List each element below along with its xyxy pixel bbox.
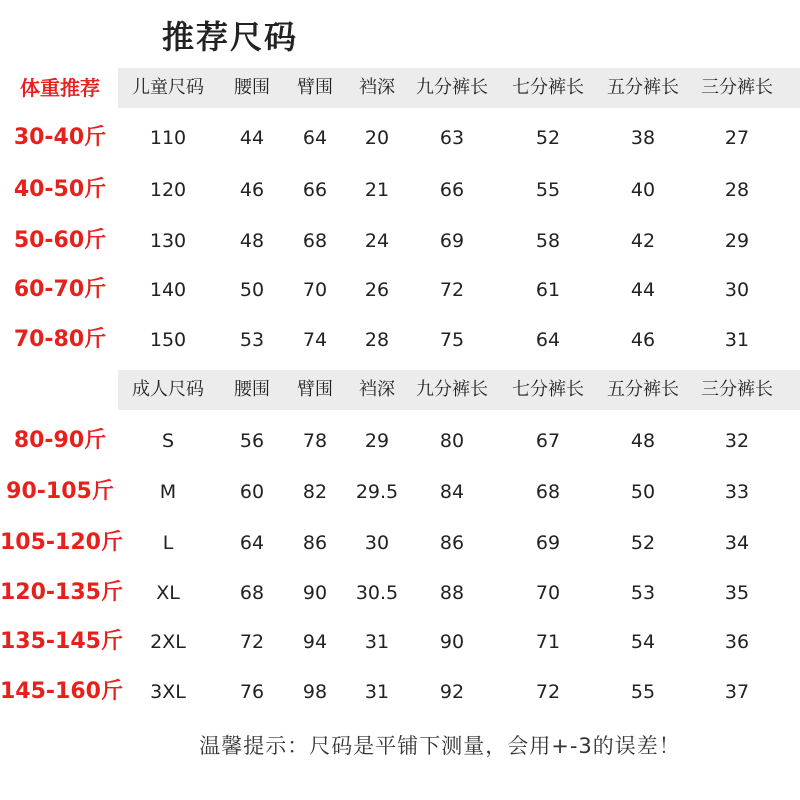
table-cell: 50 [239, 279, 265, 301]
table-cell: 52 [535, 127, 561, 149]
table-cell: 80 [439, 430, 465, 452]
table-cell: 72 [535, 681, 561, 703]
table-cell: 86 [439, 532, 465, 554]
table-cell: 56 [239, 430, 265, 452]
column-header: 儿童尺码 [132, 77, 204, 98]
table-cell: 42 [630, 230, 656, 252]
page-title: 推荐尺码 [162, 18, 299, 56]
table-cell: 48 [630, 430, 656, 452]
table-cell: 110 [149, 127, 187, 149]
table-cell: 33 [724, 481, 750, 503]
table-row [0, 421, 800, 461]
column-header: 九分裤长 [416, 379, 488, 400]
table-row [0, 523, 800, 563]
adults-header-row [0, 370, 800, 410]
table-cell: 69 [535, 532, 561, 554]
table-cell: 64 [239, 532, 265, 554]
table-cell: 31 [364, 631, 390, 653]
weight-range: 145-160斤 [0, 679, 123, 704]
table-cell: 30 [724, 279, 750, 301]
table-cell: 54 [630, 631, 656, 653]
table-cell: 55 [535, 179, 561, 201]
table-cell: 27 [724, 127, 750, 149]
table-cell: 68 [535, 481, 561, 503]
table-cell: 76 [239, 681, 265, 703]
table-cell: 36 [724, 631, 750, 653]
weight-range: 30-40斤 [13, 125, 107, 150]
table-cell: M [159, 481, 177, 503]
table-cell: 31 [364, 681, 390, 703]
column-header: 裆深 [359, 77, 395, 98]
column-header: 腰围 [234, 77, 270, 98]
kids-header-row [0, 68, 800, 108]
column-header: 臂围 [297, 379, 333, 400]
column-header: 臂围 [297, 77, 333, 98]
column-header: 三分裤长 [701, 77, 773, 98]
weight-range: 40-50斤 [13, 177, 107, 202]
measurement-tip: 温馨提示：尺码是平铺下测量，会用+-3的误差！ [199, 734, 681, 758]
table-cell: 52 [630, 532, 656, 554]
table-row [0, 270, 800, 310]
column-header: 九分裤长 [416, 77, 488, 98]
column-header: 腰围 [234, 379, 270, 400]
column-header: 三分裤长 [701, 379, 773, 400]
table-cell: 90 [302, 582, 328, 604]
table-cell: 82 [302, 481, 328, 503]
table-row [0, 672, 800, 712]
column-header: 七分裤长 [512, 77, 584, 98]
table-cell: 29 [724, 230, 750, 252]
table-cell: 44 [239, 127, 265, 149]
table-row [0, 622, 800, 662]
table-cell: 53 [630, 582, 656, 604]
table-cell: 63 [439, 127, 465, 149]
table-cell: 66 [439, 179, 465, 201]
table-cell: 29.5 [355, 481, 399, 503]
table-cell: 26 [364, 279, 390, 301]
table-cell: S [161, 430, 175, 452]
table-cell: 70 [535, 582, 561, 604]
table-cell: 21 [364, 179, 390, 201]
table-cell: 50 [630, 481, 656, 503]
table-cell: 72 [439, 279, 465, 301]
table-cell: 75 [439, 329, 465, 351]
table-cell: 20 [364, 127, 390, 149]
table-cell: 130 [149, 230, 187, 252]
table-row [0, 320, 800, 360]
table-cell: 24 [364, 230, 390, 252]
table-row [0, 170, 800, 210]
table-cell: 69 [439, 230, 465, 252]
table-cell: 67 [535, 430, 561, 452]
table-cell: 31 [724, 329, 750, 351]
table-cell: 72 [239, 631, 265, 653]
table-cell: 84 [439, 481, 465, 503]
table-cell: 40 [630, 179, 656, 201]
table-cell: 74 [302, 329, 328, 351]
weight-range: 80-90斤 [13, 428, 107, 453]
table-cell: 92 [439, 681, 465, 703]
table-cell: 53 [239, 329, 265, 351]
table-row [0, 221, 800, 261]
table-cell: 66 [302, 179, 328, 201]
table-cell: 48 [239, 230, 265, 252]
table-cell: 98 [302, 681, 328, 703]
weight-range: 120-135斤 [0, 580, 123, 605]
table-cell: 90 [439, 631, 465, 653]
table-cell: 71 [535, 631, 561, 653]
table-cell: 64 [535, 329, 561, 351]
table-cell: 3XL [150, 681, 186, 703]
column-header: 成人尺码 [132, 379, 204, 400]
table-cell: 78 [302, 430, 328, 452]
weight-range: 90-105斤 [6, 479, 114, 504]
table-cell: 35 [724, 582, 750, 604]
weight-range: 60-70斤 [13, 277, 107, 302]
table-cell: 30.5 [355, 582, 399, 604]
table-cell: 150 [149, 329, 187, 351]
table-cell: 94 [302, 631, 328, 653]
table-cell: 46 [239, 179, 265, 201]
table-cell: 61 [535, 279, 561, 301]
table-cell: 60 [239, 481, 265, 503]
table-cell: 37 [724, 681, 750, 703]
weight-range: 135-145斤 [0, 629, 123, 654]
table-cell: 64 [302, 127, 328, 149]
table-cell: 68 [239, 582, 265, 604]
table-cell: 2XL [150, 631, 186, 653]
table-cell: 86 [302, 532, 328, 554]
table-row [0, 472, 800, 512]
weight-header: 体重推荐 [20, 76, 100, 100]
table-cell: 29 [364, 430, 390, 452]
table-cell: 68 [302, 230, 328, 252]
column-header: 裆深 [359, 379, 395, 400]
table-cell: 38 [630, 127, 656, 149]
table-cell: 55 [630, 681, 656, 703]
table-cell: 30 [364, 532, 390, 554]
table-cell: XL [156, 582, 180, 604]
table-cell: 120 [149, 179, 187, 201]
column-header: 七分裤长 [512, 379, 584, 400]
column-header: 五分裤长 [607, 379, 679, 400]
table-cell: 28 [364, 329, 390, 351]
column-header: 五分裤长 [607, 77, 679, 98]
table-cell: L [162, 532, 174, 554]
weight-range: 70-80斤 [13, 327, 107, 352]
table-cell: 70 [302, 279, 328, 301]
table-cell: 58 [535, 230, 561, 252]
table-cell: 34 [724, 532, 750, 554]
weight-range: 105-120斤 [0, 530, 123, 555]
table-row [0, 118, 800, 158]
table-cell: 32 [724, 430, 750, 452]
table-cell: 46 [630, 329, 656, 351]
table-cell: 140 [149, 279, 187, 301]
table-cell: 44 [630, 279, 656, 301]
weight-range: 50-60斤 [13, 228, 107, 253]
table-cell: 28 [724, 179, 750, 201]
table-cell: 88 [439, 582, 465, 604]
table-row [0, 573, 800, 613]
